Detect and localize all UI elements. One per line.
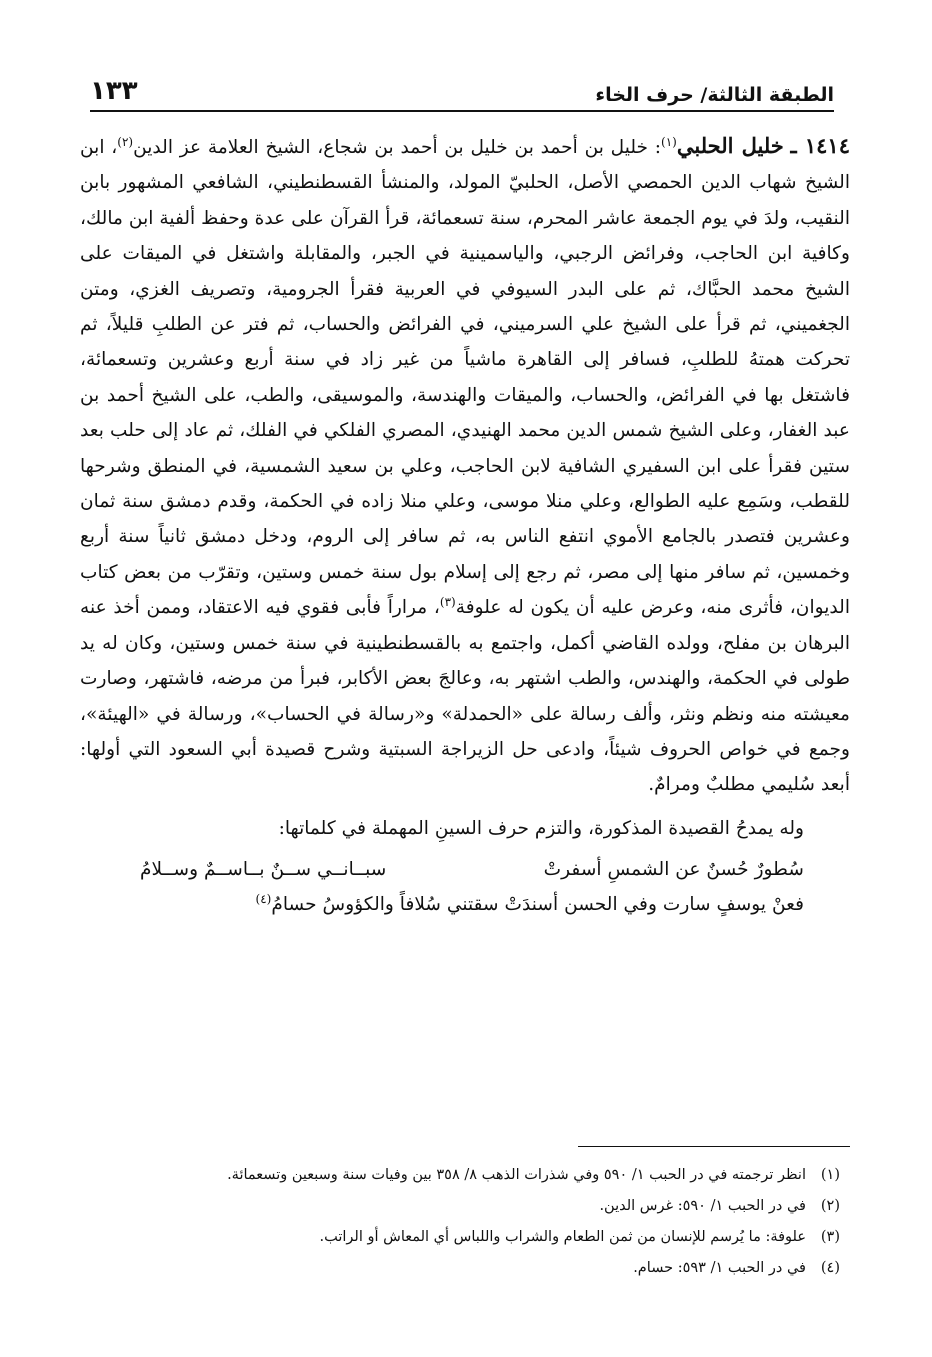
entry-text-2: ، ابن الشيخ شهاب الدين الحمصي الأصل، الحلبيّ المولد، والمنشأ القسطنطيني، الشافعي المشهور بابن النقيب، ولدَ في يوم الجمعة عاشر المحرم، سنة تسعمائة، قرأ القرآن على عدة وحفظ ألفية ابن مالك، وكافية ابن الحاجب، وفرائض الرجبي، والياسمينية في الجبر، والمقابلة واشتغل في الميقات على الشيخ محمد الحبَّاك، ثم على البدر السيوفي في العربية فقرأ الجرومية، وتصريف الغزي، ومتن الجغميني، ثم قرأ على الشيخ علي السرميني، في الفرائض والحساب، ثم فتر عن الطلبِ قليلاً، ثم تحركت همتهُ للطلبِ، فسافر إلى القاهرة ماشياً من غير زاد في سنة أربع وعشرين وتسعمائة، فاشتغل بها في الفرائض، والحساب، والميقات والهندسة، والموسيقى، والطب، على الشيخ أحمد بن عبد الغفار، وعلى الشيخ شمس الدين محمد الهنيدي، المصري الفلكي في الفلك، ثم عاد إلى حلب بعد ستين فقرأ على ابن السفيري الشافية لابن الحاجب، وعلي بن سعيد الشمسية، في المنطق وشرحها للقطب، وسَمِع عليه الطوالع، وعلي منلا موسى، وعلي منلا زاده في الحكمة، وقدم دمشق سنة ثمان وعشرين فتصدر بالجامع الأموي انتفع الناس به، ثم سافر إلى الروم، ودخل دمشق ثانياً سنة أربع وخمسين، ثم سافر منها إلى مصر، ثم رجع إلى إسلام بول سنة خمس وستين، وتقرّب من بعض كتاب الديوان، فأثرى منه، وعرض عليه أن يكون له علوفة — [80, 137, 850, 619]
footnote-text: علوفة: ما يُرسم للإنسان من ثمن الطعام والشراب واللباس أي المعاش أو الراتب. — [319, 1229, 806, 1245]
footnote-ref-3: (٣) — [439, 595, 456, 610]
verse-1-second-hemistich: سبــانــي ســنٌ بــاســمٌ وســلامُ — [140, 859, 387, 881]
footnote-number: (٤) — [820, 1260, 840, 1276]
footnote-3 — [80, 1222, 850, 1253]
footnote-text: انظر ترجمته في در الحبب ١/ ٥٩٠ وفي شذرات الذهب ٨/ ٣٥٨ بين وفيات سنة وسبعين وتسعمائة. — [227, 1167, 806, 1183]
footnote-number: (١) — [820, 1167, 840, 1183]
poem-verse-2 — [140, 887, 804, 922]
footnote-number: (٣) — [820, 1229, 840, 1245]
page-number: ١٣٣ — [90, 76, 138, 106]
entry-number: ١٤١٤ ـ — [790, 133, 850, 158]
footnote-2 — [80, 1191, 850, 1222]
entry-text-3: ، مراراً فأبى فقوي فيه الاعتقاد، وممن أخذ عنه البرهان بن مفلح، وولده القاضي أكمل، واجتمع به بالقسطنطينية في سنة خمس وستين، وكان له يد طولى في الحكمة، والهندس، والطب اشتهر به، وعالجَ بعض الأكابر، فبرأ من مرضه، فاشتهر، وصارت معيشته منه ونظم ونثر، وألف رسالة على «الحمدلة» و«رسالة في الحساب»، ورسالة في «الهيئة»، وجمع في خواص الحروف شيئاً، وادعى حل الزيراجة السبتية وشرح قصيدة أبي السعود التي أولها: أبعد سُليمي مطلبٌ ومرامٌ. — [80, 597, 850, 796]
footnote-ref-2: (٢) — [117, 134, 134, 149]
main-text — [80, 128, 850, 922]
footnote-text: في در الحبب ١/ ٥٩٣: حسام. — [633, 1260, 806, 1276]
entry-text-1: : خليل بن أحمد بن خليل بن أحمد بن شجاع، الشيخ العلامة عز الدين — [133, 137, 662, 158]
verse-2-text: فعنْ يوسفٍ سارت وفي الحسن أسندَتْ سقتني سُلافاً والكؤوسُ حسامُ — [271, 894, 804, 916]
entry-name: خليل الحلبي — [676, 133, 784, 158]
footnotes — [80, 1160, 850, 1284]
footnote-text: في در الحبب ١/ ٥٩٠: غرس الدين. — [599, 1198, 806, 1214]
running-title: الطبقة الثالثة/ حرف الخاء — [595, 84, 834, 106]
running-head — [90, 70, 834, 112]
footnote-4 — [80, 1253, 850, 1284]
footnote-divider — [578, 1146, 850, 1147]
entry-paragraph — [80, 128, 850, 803]
footnote-1 — [80, 1160, 850, 1191]
poem-verse-1 — [140, 852, 804, 887]
verse-1-first-hemistich: سُطورٌ حُسنٌ عن الشمسِ أسفرتْ — [543, 859, 804, 881]
footnote-ref-4: (٤) — [255, 891, 272, 906]
poem — [80, 852, 850, 922]
poem-intro: وله يمدحُ القصيدة المذكورة، والتزم حرف السينِ المهملة في كلماتها: — [278, 817, 804, 839]
footnote-ref-1: (١) — [661, 134, 677, 149]
footnote-number: (٢) — [820, 1198, 840, 1214]
